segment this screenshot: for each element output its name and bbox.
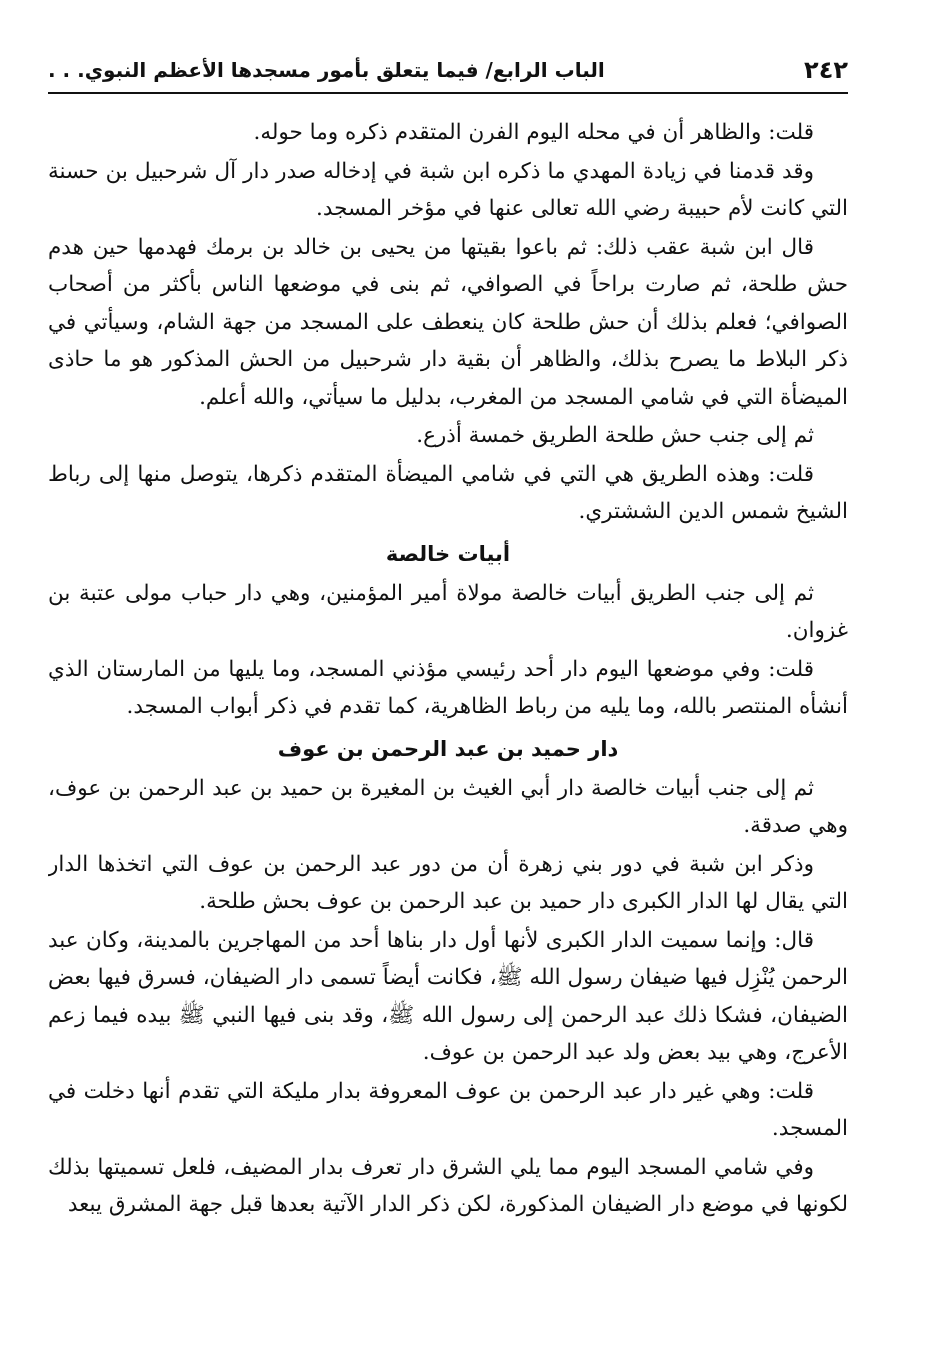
book-page xyxy=(48,52,848,1352)
paragraph: ثم إلى جنب الطريق أبيات خالصة مولاة أمير المؤمنين، وهي دار حباب مولى عتبة بن غزوان. xyxy=(48,580,848,643)
paragraph: ثم إلى جنب حش طلحة الطريق خمسة أذرع. xyxy=(416,423,814,448)
paragraph: وفي شامي المسجد اليوم مما يلي الشرق دار تعرف بدار المضيف، فلعل تسميتها بذلك لكونها في موضع دار الضيفان المذكورة، لكن ذكر الدار الآتية بعدها قبل جهة المشرق يبعد xyxy=(48,1154,848,1217)
paragraph: قلت: وفي موضعها اليوم دار أحد رئيسي مؤذني المسجد، وما يليها من المارستان الذي أنشأه المنتصر بالله، وما يليه من رباط الظاهرية، كما تقدم في ذكر أبواب المسجد. xyxy=(48,656,848,719)
page-body xyxy=(48,94,848,1224)
paragraph: قلت: وهي غير دار عبد الرحمن بن عوف المعروفة بدار مليكة التي تقدم أنها دخلت في المسجد. xyxy=(48,1078,848,1141)
page-header xyxy=(48,52,848,94)
paragraph: وذكر ابن شبة في دور بني زهرة أن من دور عبد الرحمن بن عوف التي اتخذها الدار التي يقال لها الدار الكبرى دار حميد بن عبد الرحمن بن عوف بحش طلحة. xyxy=(48,851,848,914)
page-number: ٢٤٢ xyxy=(804,56,848,84)
running-title: الباب الرابع/ فيما يتعلق بأمور مسجدها الأعظم النبوي. . . xyxy=(48,58,605,82)
paragraph: ثم إلى جنب أبيات خالصة دار أبي الغيث بن المغيرة بن حميد بن عبد الرحمن بن عوف، وهي صدقة. xyxy=(48,775,848,838)
paragraph: وقد قدمنا في زيادة المهدي ما ذكره ابن شبة في إدخاله صدر دار آل شرحبيل بن حسنة التي كانت لأم حبيبة رضي الله تعالى عنها في مؤخر المسجد. xyxy=(48,158,848,221)
section-heading: أبيات خالصة xyxy=(385,541,511,566)
paragraph: قلت: وهذه الطريق هي التي في شامي الميضأة المتقدم ذكرها، يتوصل منها إلى رباط الشيخ شمس الدين الششتري. xyxy=(48,461,848,524)
paragraph: قال ابن شبة عقب ذلك: ثم باعوا بقيتها من يحيى بن خالد بن برمك فهدمها حين هدم حش طلحة، ثم صارت براحاً في الصوافي، ثم بنى في موضعها الناس بأكثر من أصحاب الصوافي؛ فعلم بذلك أن حش طلحة كان ينعطف على المسجد من جهة الشام، وسيأتي في ذكر البلاط ما يصرح بذلك، والظاهر أن بقية دار شرحبيل من الحش المذكور هو ما حاذى الميضأة التي في شامي المسجد من المغرب، بدليل ما سيأتي، والله أعلم. xyxy=(48,234,848,410)
paragraph: قال: وإنما سميت الدار الكبرى لأنها أول دار بناها أحد من المهاجرين بالمدينة، وكان عبد الرحمن يُنْزِل فيها ضيفان رسول الله ﷺ، فكانت أيضاً تسمى دار الضيفان، فسرق فيها بعض الضيفان، فشكا ذلك عبد الرحمن إلى رسول الله ﷺ، وقد بنى فيها النبي ﷺ بيده فيما زعم الأعرج، وهي بيد بعض ولد عبد الرحمن بن عوف. xyxy=(48,927,848,1065)
section-heading: دار حميد بن عبد الرحمن بن عوف xyxy=(277,736,619,761)
paragraph: قلت: والظاهر أن في محله اليوم الفرن المتقدم ذكره وما حوله. xyxy=(253,120,814,145)
